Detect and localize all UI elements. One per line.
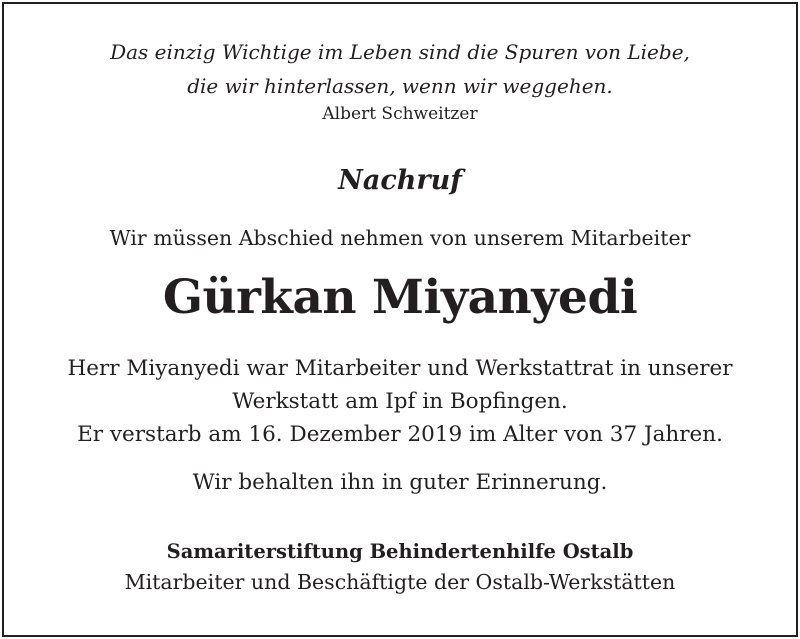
obituary-notice [2,2,798,637]
quote-author: Albert Schweitzer [322,104,478,124]
notice-body-line: Er verstarb am 16. Dezember 2019 im Alter von 37 Jahren. [77,422,723,447]
notice-body-line: Herr Miyanyedi war Mitarbeiter und Werkstattrat in unserer [67,356,733,381]
organization-name: Samariterstiftung Behindertenhilfe Ostalb [166,540,634,563]
quote-line-1: Das einzig Wichtige im Leben sind die Spuren von Liebe, [110,40,690,64]
deceased-name: Gürkan Miyanyedi [162,270,638,325]
quote-line-2: die wir hinterlassen, wenn wir weggehen. [187,74,613,98]
notice-body-line: Werkstatt am Ipf in Bopfingen. [232,389,568,414]
notice-closing: Wir behalten ihn in guter Erinnerung. [192,470,608,495]
notice-intro: Wir müssen Abschied nehmen von unserem Mitarbeiter [109,226,691,250]
notice-heading: Nachruf [338,165,462,196]
organization-subtitle: Mitarbeiter und Beschäftigte der Ostalb-Werkstätten [124,570,676,594]
